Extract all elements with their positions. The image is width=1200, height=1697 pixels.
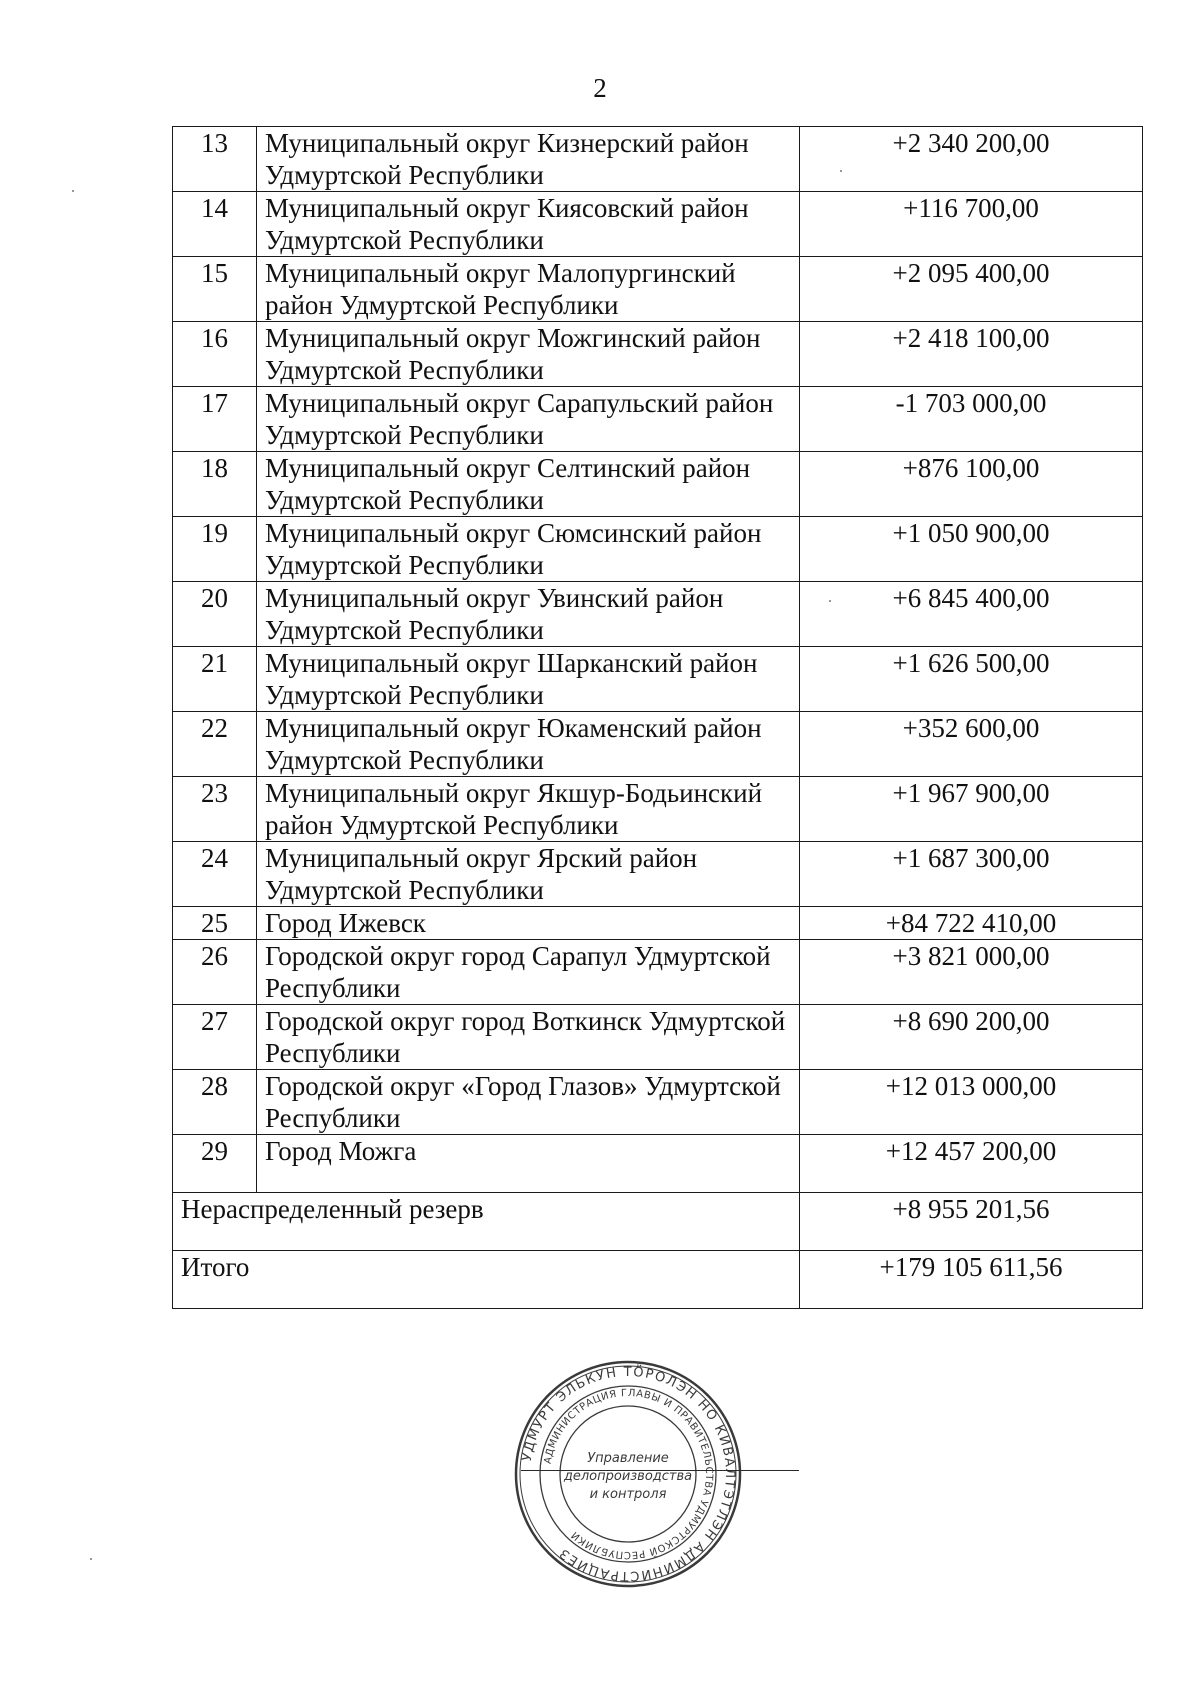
table-row xyxy=(173,127,1143,192)
table-row xyxy=(173,322,1143,387)
amount-value: +1 626 500,00 xyxy=(800,647,1143,712)
amount-value: +1 050 900,00 xyxy=(800,517,1143,582)
row-number: 23 xyxy=(173,777,257,842)
municipality-name: Муниципальный округ Можгинский район Удмуртской Республики xyxy=(257,322,800,387)
municipality-name: Городской округ «Город Глазов» Удмуртской Республики xyxy=(257,1070,800,1135)
row-number: 22 xyxy=(173,712,257,777)
row-number: 29 xyxy=(173,1135,257,1193)
reserve-label: Нераспределенный резерв xyxy=(173,1193,800,1251)
amount-value: +352 600,00 xyxy=(800,712,1143,777)
scan-speck xyxy=(840,170,842,172)
reserve-amount: +8 955 201,56 xyxy=(800,1193,1143,1251)
table-row xyxy=(173,907,1143,940)
row-number: 16 xyxy=(173,322,257,387)
signature-line xyxy=(521,1470,799,1471)
table-row xyxy=(173,842,1143,907)
row-number: 20 xyxy=(173,582,257,647)
municipality-name: Муниципальный округ Юкаменский район Удмуртской Республики xyxy=(257,712,800,777)
row-number: 17 xyxy=(173,387,257,452)
table-row xyxy=(173,582,1143,647)
table-row xyxy=(173,387,1143,452)
municipality-name: Муниципальный округ Якшур-Бодьинский район Удмуртской Республики xyxy=(257,777,800,842)
amount-value: +1 967 900,00 xyxy=(800,777,1143,842)
table-row xyxy=(173,940,1143,1005)
municipality-name: Муниципальный округ Кизнерский район Удмуртской Республики xyxy=(257,127,800,192)
table-row xyxy=(173,1005,1143,1070)
municipality-name: Город Можга xyxy=(257,1135,800,1193)
table-row xyxy=(173,777,1143,842)
amount-value: +8 690 200,00 xyxy=(800,1005,1143,1070)
total-amount: +179 105 611,56 xyxy=(800,1251,1143,1309)
row-number: 14 xyxy=(173,192,257,257)
row-number: 15 xyxy=(173,257,257,322)
municipality-name: Городской округ город Воткинск Удмуртской Республики xyxy=(257,1005,800,1070)
municipality-name: Город Ижевск xyxy=(257,907,800,940)
amount-value: +84 722 410,00 xyxy=(800,907,1143,940)
amount-value: +116 700,00 xyxy=(800,192,1143,257)
amount-value: +876 100,00 xyxy=(800,452,1143,517)
row-number: 25 xyxy=(173,907,257,940)
municipality-name: Муниципальный округ Ярский район Удмуртской Республики xyxy=(257,842,800,907)
table-row xyxy=(173,1070,1143,1135)
municipality-name: Муниципальный округ Увинский район Удмуртской Республики xyxy=(257,582,800,647)
row-number: 26 xyxy=(173,940,257,1005)
row-number: 13 xyxy=(173,127,257,192)
stamp-inner-text: АДМИНИСТРАЦИЯ ГЛАВЫ И ПРАВИТЕЛЬСТВА УДМУРТСКОЙ РЕСПУБЛИКИ xyxy=(542,1387,715,1561)
table-row xyxy=(173,452,1143,517)
municipality-name: Муниципальный округ Малопургинский район Удмуртской Республики xyxy=(257,257,800,322)
total-label: Итого xyxy=(173,1251,800,1309)
row-number: 27 xyxy=(173,1005,257,1070)
row-number: 21 xyxy=(173,647,257,712)
municipality-name: Муниципальный округ Сюмсинский район Удмуртской Республики xyxy=(257,517,800,582)
amount-value: -1 703 000,00 xyxy=(800,387,1143,452)
amount-value: +12 457 200,00 xyxy=(800,1135,1143,1193)
scan-speck xyxy=(829,600,831,602)
row-number: 24 xyxy=(173,842,257,907)
amount-value: +12 013 000,00 xyxy=(800,1070,1143,1135)
amount-value: +1 687 300,00 xyxy=(800,842,1143,907)
amount-value: +2 340 200,00 xyxy=(800,127,1143,192)
amount-value: +2 418 100,00 xyxy=(800,322,1143,387)
municipality-name: Муниципальный округ Шарканский район Удмуртской Республики xyxy=(257,647,800,712)
stamp-outer-text: УДМУРТ ЭЛЬКУН ТÖРОЛЭН НО КИВАЛТЭТЛЭН АДМИНИСТРАЦИЕЗ xyxy=(519,1364,738,1584)
table-row xyxy=(173,1135,1143,1193)
table-row xyxy=(173,712,1143,777)
stamp-seal-icon xyxy=(512,1358,744,1590)
scan-speck xyxy=(72,190,74,192)
amount-value: +2 095 400,00 xyxy=(800,257,1143,322)
stamp-center-line-1: Управление xyxy=(587,1451,669,1466)
municipality-name: Муниципальный округ Сарапульский район Удмуртской Республики xyxy=(257,387,800,452)
allocation-table xyxy=(172,126,1143,1309)
stamp-center-line-3: и контроля xyxy=(589,1487,667,1502)
table-row xyxy=(173,192,1143,257)
stamp-center-line-2: делопроизводства xyxy=(563,1469,693,1484)
table-row xyxy=(173,517,1143,582)
total-row xyxy=(173,1251,1143,1309)
row-number: 19 xyxy=(173,517,257,582)
municipality-name: Городской округ город Сарапул Удмуртской Республики xyxy=(257,940,800,1005)
table-row xyxy=(173,647,1143,712)
municipality-name: Муниципальный округ Киясовский район Удмуртской Республики xyxy=(257,192,800,257)
municipality-name: Муниципальный округ Селтинский район Удмуртской Республики xyxy=(257,452,800,517)
amount-value: +3 821 000,00 xyxy=(800,940,1143,1005)
table-row xyxy=(173,257,1143,322)
official-stamp xyxy=(512,1358,744,1590)
scan-speck xyxy=(90,1558,92,1560)
amount-value: +6 845 400,00 xyxy=(800,582,1143,647)
reserve-row xyxy=(173,1193,1143,1251)
page-number: 2 xyxy=(593,73,607,103)
row-number: 28 xyxy=(173,1070,257,1135)
row-number: 18 xyxy=(173,452,257,517)
